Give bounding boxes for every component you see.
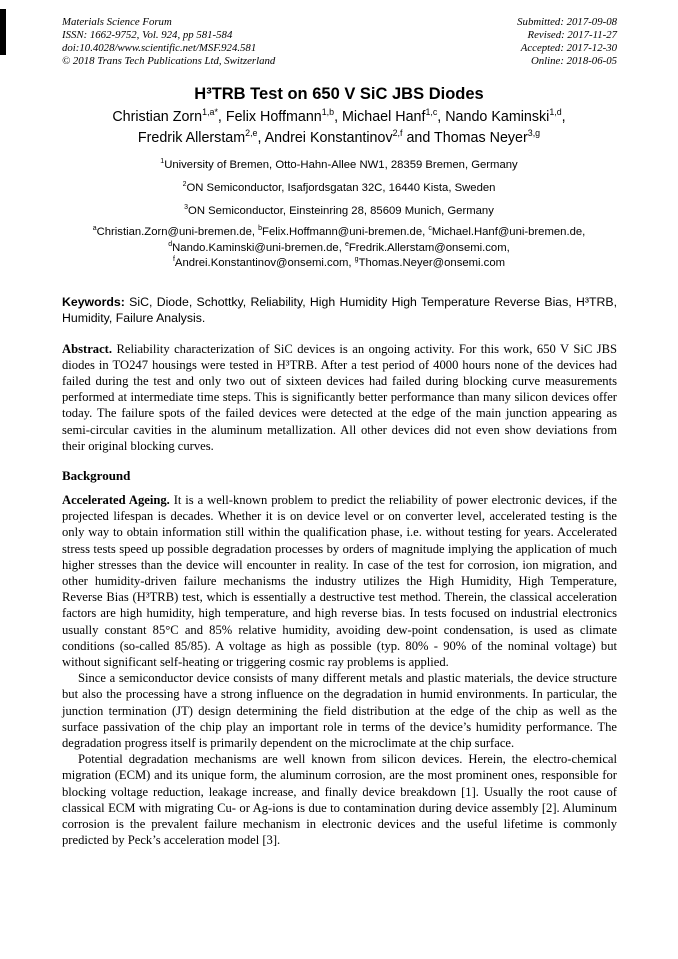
journal-issn-volume: ISSN: 1662-9752, Vol. 924, pp 581-584 bbox=[62, 29, 233, 41]
scan-artifact-bar bbox=[0, 9, 6, 55]
journal-copyright: © 2018 Trans Tech Publications Ltd, Switzerland bbox=[62, 55, 276, 67]
authors-line-1: Christian Zorn$^{1,a*}$, Felix Hoffmann$^{1,b}$, Michael Hanf$^{1,c}$, Nando Kaminski$^{1,d}$, bbox=[112, 107, 566, 125]
submission-dates bbox=[517, 16, 617, 68]
author-emails bbox=[40, 225, 638, 272]
paragraph-accelerated-ageing: Accelerated Ageing. It is a well-known problem to predict the reliability of power electronic devices, if the projected lifespan is decades. Whether it is on device level or on converter level, accelerated testing is the only way to obtain information still within the qualification phase, i.e. without testing for years. Accelerated stress tests speed up possible degradation processes by orders of magnitude implying the application of much higher stresses than the device will encounter in reality. In case of the test for corrosion, ion migration, and other humidity-driven failure mechanisms the industry utilizes the High Humidity, High Temperature, Reverse Bias (H³TRB) test, which is essentially a destructive test method. Therein, the classical acceleration factors are high humidity, high temperature, and high reverse bias. In tests focused on industrial electronics usually constant 85°C and 85% relative humidity, avoiding dew-point condensation, is used as climate conditions (so-called 85/85). A voltage as high as possible (typ. 80% - 90% of the nominal voltage) but without significant self-heating or triggering cosmic ray problems is applied. bbox=[62, 492, 617, 669]
submitted-date: Submitted: 2017-09-08 bbox=[517, 16, 617, 28]
journal-name: Materials Science Forum bbox=[62, 16, 172, 28]
online-date: Online: 2018-06-05 bbox=[530, 55, 617, 67]
journal-info bbox=[62, 16, 275, 68]
affiliation-bremen: $^1$University of Bremen, Otto-Hahn-Allee NW1, 28359 Bremen, Germany bbox=[160, 158, 518, 171]
keywords-block: Keywords: SiC, Diode, Schottky, Reliability, High Humidity High Temperature Reverse Bias, H³TRB, Humidity, Failure Analysis. bbox=[62, 294, 617, 325]
paragraph-device-structure: Since a semiconductor device consists of many different metals and plastic materials, the device structure but also the processing have a strong influence on the degradation in humid environments. In particular, the junction termination (JT) design determining the field distribution at the edge of the chip as well as the surface passivation of the chip play an important role in terms of the device’s humidity performance. The degradation progress itself is primarily dependent on the microclimate at the chip surface. bbox=[62, 671, 617, 750]
authors-line-2: Fredrik Allerstam$^{2,e}$, Andrei Konstantinov$^{2,f}$ and Thomas Neyer$^{3,g}$ bbox=[137, 128, 541, 146]
emails-line-2: $^d$Nando.Kaminski@uni-bremen.de, $^e$Fredrik.Allerstam@onsemi.com, bbox=[168, 240, 510, 254]
journal-header bbox=[0, 0, 678, 68]
section-heading-background: Background bbox=[62, 467, 131, 483]
paragraph-degradation-mechanisms: Potential degradation mechanisms are well known from silicon devices. Herein, the electro-chemical migration (ECM) and its unique form, the aluminum corrosion, are the most prominent ones, responsible for blocking voltage reduction, leakage increase, and finally device breakdown [1]. Usually the root cause of classical ECM with migrating Cu- or Ag-ions is due to contamination during device assembly [2]. Aluminum corrosion is the prevalent failure mechanism in electronic devices and the useful lifetime is commonly predicted by Peck’s acceleration model [3]. bbox=[62, 752, 617, 848]
emails-line-3: $^f$Andrei.Konstantinov@onsemi.com, $^g$Thomas.Neyer@onsemi.com bbox=[172, 256, 506, 269]
revised-date: Revised: 2017-11-27 bbox=[527, 29, 617, 41]
paper-title: H³TRB Test on 650 V SiC JBS Diodes bbox=[194, 85, 484, 103]
abstract-block: Abstract. Reliability characterization of SiC devices is an ongoing activity. For this work, 650 V SiC JBS diodes in TO247 housings were tested in H³TRB. After a test period of 4000 hours none of the devices had failed during the test and only two out of sixteen devices had failed during blocking curve measurements performed at intermediate time steps. This is significantly better performance than many silicon devices offer today. The failure spots of the failed devices were detected at the edge of the main junction appearing as semi-circular cavities in the aluminum metallization. All other devices did not even show deviations from their original blocking curves. bbox=[62, 341, 617, 453]
emails-line-1: $^a$Christian.Zorn@uni-bremen.de, $^b$Felix.Hoffmann@uni-bremen.de, $^c$Michael.Hanf@uni-bremen.de, bbox=[92, 225, 586, 238]
affiliation-on-semi-munich: $^3$ON Semiconductor, Einsteinring 28, 85609 Munich, Germany bbox=[184, 204, 494, 217]
accepted-date: Accepted: 2017-12-30 bbox=[520, 42, 617, 54]
affiliation-on-semi-kista: $^2$ON Semiconductor, Isafjordsgatan 32C, 16440 Kista, Sweden bbox=[182, 181, 496, 194]
journal-doi: doi:10.4028/www.scientific.net/MSF.924.581 bbox=[62, 42, 257, 54]
